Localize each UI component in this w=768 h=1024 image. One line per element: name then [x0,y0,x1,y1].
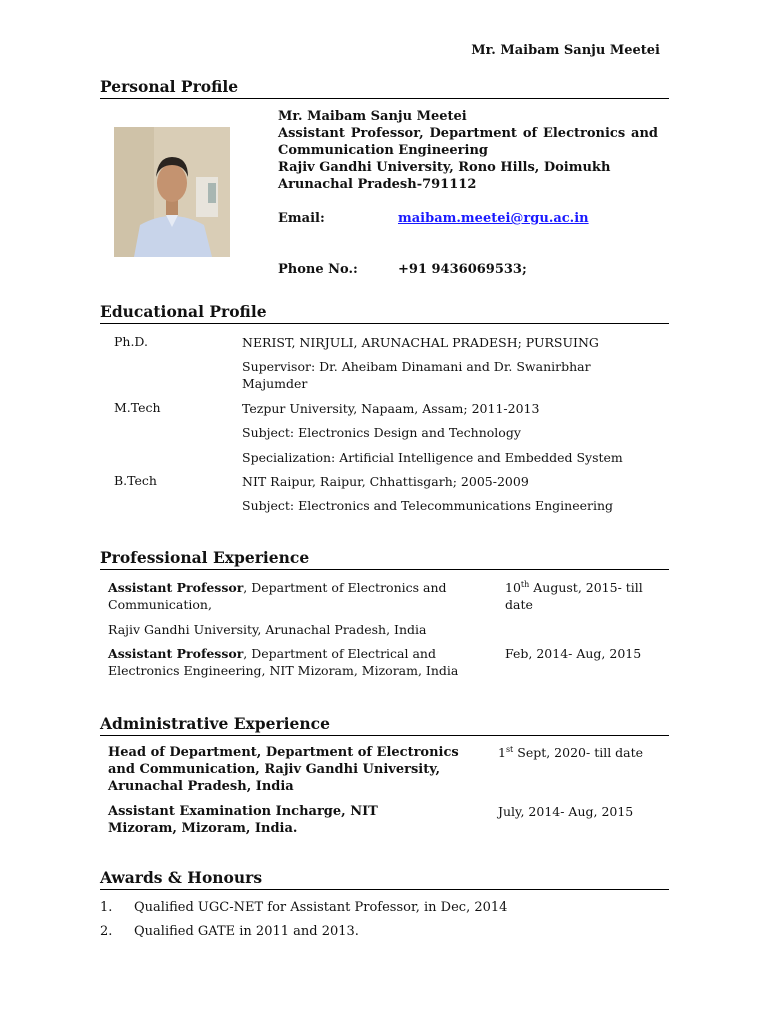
email-label: Email: [278,211,325,226]
phone-value: +91 9436069533; [398,262,527,277]
award-text: Qualified UGC-NET for Assistant Professor, in Dec, 2014 [134,900,508,915]
date-day: 10 [505,580,521,595]
prof-detail: , Department of Electronics and Communication, [108,580,447,612]
email-link[interactable]: maibam.meetei@rgu.ac.in [398,211,589,226]
person-state: Arunachal Pradesh-791112 [278,177,477,192]
edu-line: Tezpur University, Napaam, Assam; 2011-2013 [242,401,540,416]
section-title-administrative: Administrative Experience [100,714,330,733]
admin-entry-2: Assistant Examination Incharge, NIT Mizoram, Mizoram, India. [108,804,378,836]
award-text: Qualified GATE in 2011 and 2013. [134,924,359,939]
prof-detail: , Department of Electrical and Electronics Engineering, NIT Mizoram, Mizoram, India [108,646,459,678]
person-name: Mr. Maibam Sanju Meetei [278,109,467,124]
profile-photo [114,127,230,257]
prof-date-2: Feb, 2014- Aug, 2015 [505,646,642,661]
admin-entry-1: Head of Department, Department of Electronics and Communication, Rajiv Gandhi University, Arunachal Pradesh, India [108,745,459,794]
phone-label: Phone No.: [278,262,358,277]
section-rule [100,889,669,890]
section-title-personal: Personal Profile [100,77,239,96]
prof-extra-1: Rajiv Gandhi University, Arunachal Pradesh, India [108,622,427,637]
section-rule [100,735,669,736]
edu-line: Supervisor: Dr. Aheibam Dinamani and Dr. Swanirbhar Majumder [242,359,591,391]
header-name: Mr. Maibam Sanju Meetei [471,43,660,58]
prof-date-1 [505,579,665,613]
section-title-education: Educational Profile [100,302,267,321]
edu-line: Subject: Electronics Design and Technology [242,425,521,440]
personal-info [278,108,658,193]
date-sup: st [505,744,514,754]
edu-degree-btech: B.Tech [114,473,157,488]
edu-line: NERIST, NIRJULI, ARUNACHAL PRADESH; PURSUING [242,335,599,350]
edu-line: NIT Raipur, Raipur, Chhattisgarh; 2005-2009 [242,474,529,489]
award-number: 2. [100,924,113,939]
date-sup: th [520,579,530,589]
section-rule [100,98,669,99]
prof-entry-2 [108,645,468,679]
date-day: 1 [498,745,506,760]
portrait-image [114,127,230,257]
section-title-professional: Professional Experience [100,548,310,567]
prof-role: Assistant Professor [108,580,244,595]
edu-line: Specialization: Artificial Intelligence and Embedded System [242,450,623,465]
award-number: 1. [100,900,113,915]
person-designation-cont: Communication Engineering [278,143,489,158]
section-title-awards: Awards & Honours [100,868,263,887]
person-institution: Rajiv Gandhi University, Rono Hills, Doimukh [278,160,611,175]
date-rest: Sept, 2020- till date [513,745,644,760]
admin-date-2: July, 2014- Aug, 2015 [498,804,634,819]
prof-role: Assistant Professor [108,646,244,661]
edu-degree-phd: Ph.D. [114,334,148,349]
email-value [398,211,589,226]
person-designation: Assistant Professor, Department of Electronics and [278,126,658,141]
section-rule [100,569,669,570]
edu-degree-mtech: M.Tech [114,400,161,415]
edu-line: Subject: Electronics and Telecommunications Engineering [242,498,614,513]
prof-entry-1 [108,579,463,613]
date-rest: August, 2015- till date [505,580,643,612]
section-rule [100,323,669,324]
admin-date-1 [498,744,663,761]
